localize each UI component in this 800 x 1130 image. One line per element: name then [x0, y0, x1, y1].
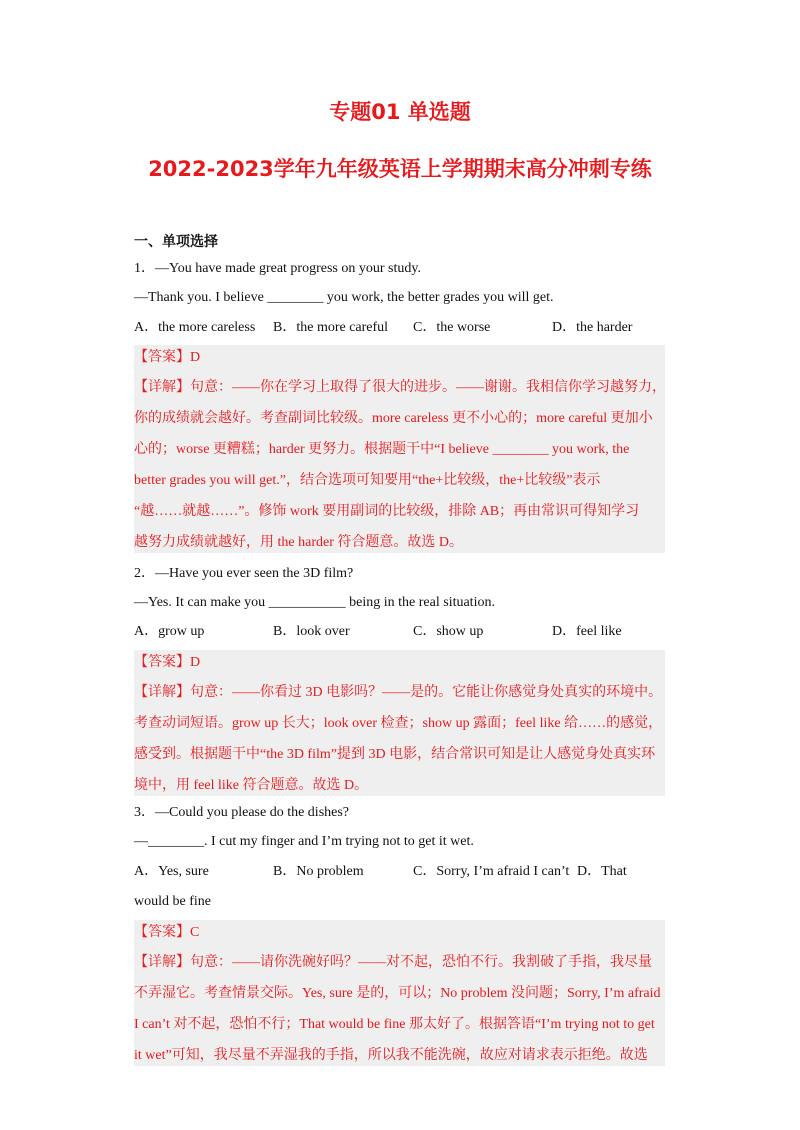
answer-label: 【答案】D [134, 655, 201, 670]
detail-line: 【详解】句意：——你看过 3D 电影吗？——是的。它能让你感觉身处真实的环境中。 [134, 685, 663, 700]
answer-box-2 [134, 650, 665, 796]
detail-line: I can’t 对不起，恐怕不行；That would be fine 那太好了。根据答语“I’m trying not to get [134, 1017, 655, 1032]
detail-line: 越努力成绩就越好，用 the harder 符合题意。故选 D。 [134, 535, 463, 550]
answer-label: 【答案】C [134, 925, 200, 940]
detail-line: it wet”可知，我尽量不弄湿我的手指，所以我不能洗碗，故应对请求表示拒绝。故选 [134, 1048, 648, 1063]
section-heading: 一、单项选择 [134, 234, 218, 250]
detail-line: 不弄湿它。考查情景交际。Yes, sure 是的，可以；No problem 没问题；Sorry, I’m afraid [134, 986, 661, 1001]
question-3-response: —________. I cut my finger and I’m trying not to get it wet. [134, 834, 474, 849]
detail-line: 你的成绩就会越好。考查副词比较级。more careless 更不小心的；more careful 更加小 [134, 411, 653, 426]
document-subtitle: 2022-2023学年九年级英语上学期期末高分冲刺专练 [148, 157, 652, 181]
question-1-prompt: 1．—You have made great progress on your study. [134, 261, 421, 276]
option-c: C．show up [413, 624, 484, 639]
answer-label: 【答案】D [134, 350, 201, 365]
option-a: A．Yes, sure [134, 864, 209, 879]
option-d: D．feel like [552, 624, 622, 639]
question-1-response: —Thank you. I believe ________ you work, the better grades you will get. [134, 290, 554, 305]
option-d-continuation: would be fine [134, 894, 211, 909]
detail-line: 感受到。根据题干中“the 3D film”提到 3D 电影，结合常识可知是让人感觉身处真实环 [134, 747, 656, 762]
option-c: C．the worse [413, 320, 491, 335]
option-b: B．the more careful [273, 320, 389, 335]
question-3-prompt: 3．—Could you please do the dishes? [134, 805, 350, 820]
option-b: B．look over [273, 624, 350, 639]
detail-line: 【详解】句意：——请你洗碗好吗？——对不起，恐怕不行。我割破了手指，我尽量 [134, 955, 652, 970]
option-a: A．the more careless [134, 320, 256, 335]
answer-box-3 [134, 920, 665, 1066]
option-d: D．That [577, 864, 627, 879]
document-title: 专题01 单选题 [329, 100, 471, 124]
option-c: C．Sorry, I’m afraid I can’t [413, 864, 570, 879]
detail-line: “越……就越……”。修饰 work 要用副词的比较级，排除 AB；再由常识可得知学习 [134, 504, 640, 519]
question-2-prompt: 2．—Have you ever seen the 3D film? [134, 566, 354, 581]
question-2-response: —Yes. It can make you ___________ being in the real situation. [134, 595, 495, 610]
option-a: A．grow up [134, 624, 205, 639]
detail-line: better grades you will get.”，结合选项可知要用“the+比较级，the+比较级”表示 [134, 473, 601, 488]
detail-line: 境中，用 feel like 符合题意。故选 D。 [134, 778, 369, 793]
option-d: D．the harder [552, 320, 633, 335]
answer-box-1 [134, 345, 665, 553]
option-b: B．No problem [273, 864, 364, 879]
detail-line: 考查动词短语。grow up 长大；look over 检查；show up 露面；feel like 给……的感觉， [134, 716, 663, 731]
detail-line: 心的；worse 更糟糕；harder 更努力。根据题干中“I believe ________ you work, the [134, 442, 630, 457]
detail-line: 【详解】句意：——你在学习上取得了很大的进步。——谢谢。我相信你学习越努力， [134, 380, 666, 395]
